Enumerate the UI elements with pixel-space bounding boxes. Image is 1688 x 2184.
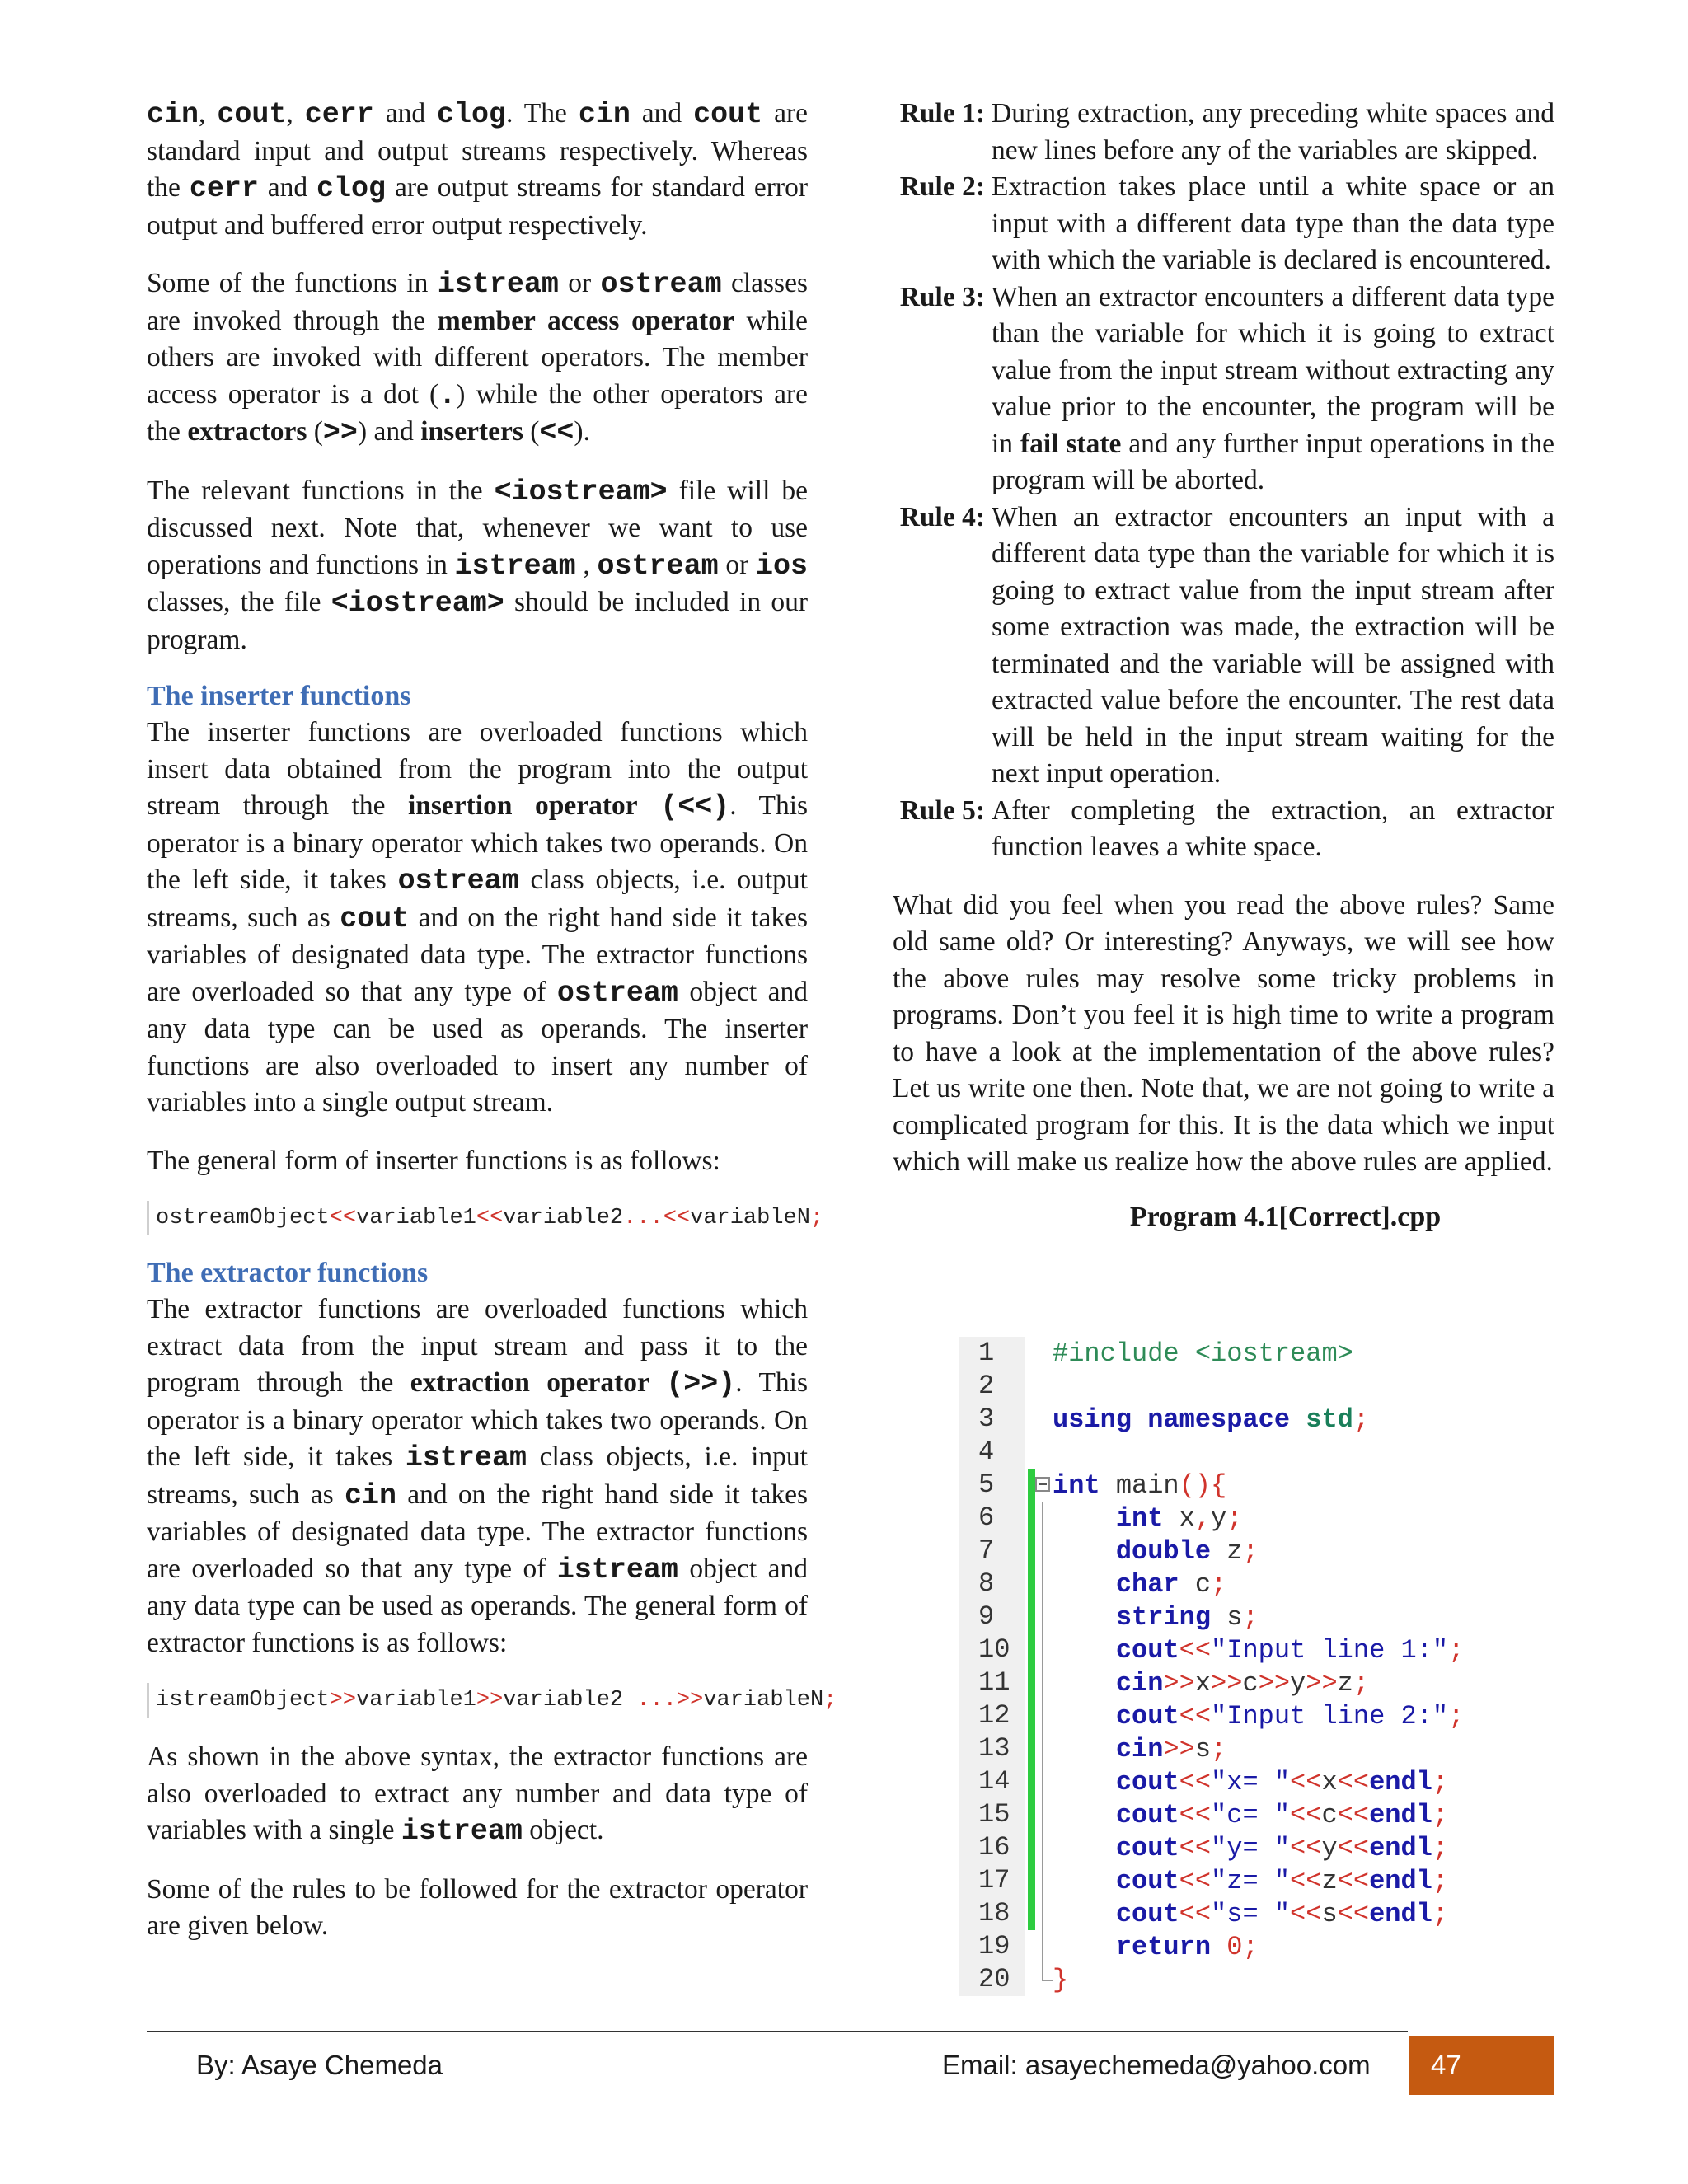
- line-number: 9: [959, 1601, 1025, 1633]
- code-line: [959, 1370, 1536, 1403]
- code-line: 12 cout<<"Input line 2:";: [959, 1699, 1536, 1732]
- left-column: [147, 96, 837, 1945]
- change-marker: [1025, 1897, 1046, 1930]
- code-line: [959, 1436, 1536, 1469]
- change-marker: [1025, 1831, 1046, 1864]
- code-line: 16 cout<<"y= "<<y<<endl;: [959, 1831, 1536, 1864]
- change-marker: [1025, 1732, 1046, 1765]
- code-line: 8 char c;: [959, 1568, 1536, 1601]
- extractor-heading: The extractor functions: [147, 1258, 429, 1288]
- paragraph-extractor-overload: As shown in the above syntax, the extractor functions are also overloaded to extract any number and data type of variables with a single istream object.: [147, 1741, 808, 1848]
- code-line: 19 return 0;: [959, 1930, 1536, 1963]
- line-number: 1: [959, 1337, 1025, 1370]
- fold-collapse-icon[interactable]: [1035, 1477, 1050, 1492]
- rule-label: Rule 5:: [899, 794, 985, 826]
- code-line: 13 cin>>s;: [959, 1732, 1536, 1765]
- change-marker: [1025, 1864, 1046, 1897]
- rule-3: [893, 279, 1554, 499]
- line-number: 3: [959, 1403, 1025, 1436]
- code-line: 15 cout<<"c= "<<c<<endl;: [959, 1798, 1536, 1831]
- rule-text: When an extractor encounters a different data type than the variable for which it is going to extract value from the input stream without extracting any value prior to the encounter, the program will be in fail state and any further input operations in the program will be aborted.: [992, 281, 1554, 495]
- right-column: [893, 96, 1554, 1235]
- paragraph-operators: Some of the functions in istream or ostream classes are invoked through the member access operator while others are invoked with different operators. The member access operator is a dot (.) while the other operators are the extractors (>>) and inserters (<<).: [147, 268, 808, 449]
- paragraph-extractor: The extractor functions are overloaded functions which extract data from the input stream and pass it to the program through the extraction operator (>>). This operator is a binary operator which takes two operands. On the left side, it takes istream class objects, i.e. input streams, such as cin and on the right hand side it takes variables of designated data type. The extractor functions are overloaded so that any type of istream object and any data type can be used as operands. The general form of extractor functions is as follows:: [147, 1294, 808, 1658]
- inserter-syntax: ostreamObject<<variable1<<variable2...<<variableN;: [147, 1201, 808, 1235]
- line-number: 6: [959, 1502, 1025, 1535]
- footer-email: Email: asayechemeda@yahoo.com: [942, 2050, 1371, 2080]
- line-number: 11: [959, 1666, 1025, 1699]
- code-line: 18 cout<<"s= "<<s<<endl;: [959, 1897, 1536, 1930]
- change-marker: [1025, 1699, 1046, 1732]
- change-marker: [1025, 1601, 1046, 1633]
- change-marker: [1025, 1666, 1046, 1699]
- line-number: 2: [959, 1370, 1025, 1403]
- rule-label: Rule 3:: [899, 281, 985, 312]
- paragraph-rules-intro: Some of the rules to be followed for the extractor operator are given below.: [147, 1873, 808, 1941]
- inserter-heading: The inserter functions: [147, 681, 411, 711]
- code-line: 20 }: [959, 1963, 1536, 1996]
- rule-text: After completing the extraction, an extractor function leaves a white space.: [992, 794, 1554, 862]
- line-number: 7: [959, 1535, 1025, 1568]
- change-marker: [1025, 1798, 1046, 1831]
- code-listing: [959, 1337, 1536, 1996]
- line-number: 18: [959, 1897, 1025, 1930]
- fold-end-marker: [1042, 1963, 1053, 1981]
- change-marker: [1025, 1633, 1046, 1666]
- line-number: 10: [959, 1633, 1025, 1666]
- line-number: 13: [959, 1732, 1025, 1765]
- rule-label: Rule 1:: [899, 98, 985, 129]
- code-line: 3 using namespace std;: [959, 1403, 1536, 1436]
- rule-5: [893, 793, 1554, 866]
- rule-1: [893, 96, 1554, 169]
- extractor-syntax: istreamObject>>variable1>>variable2 ...>>variableN;: [147, 1683, 808, 1718]
- line-number: 12: [959, 1699, 1025, 1732]
- code-line: 7 double z;: [959, 1535, 1536, 1568]
- line-number: 19: [959, 1930, 1025, 1963]
- paragraph-inserter-form: The general form of inserter functions is as follows:: [147, 1145, 720, 1176]
- line-number: 16: [959, 1831, 1025, 1864]
- line-number: 20: [959, 1963, 1025, 1996]
- line-number: 8: [959, 1568, 1025, 1601]
- line-number: 14: [959, 1765, 1025, 1798]
- rule-label: Rule 2:: [899, 171, 985, 202]
- code-line: 6 int x,y;: [959, 1502, 1536, 1535]
- line-number: 17: [959, 1864, 1025, 1897]
- change-marker: [1025, 1535, 1046, 1568]
- rule-text: When an extractor encounters an input with a different data type than the variable for which it is going to extract value from the input stream after some extraction was made, the extraction will be terminated and the variable will be assigned with extracted value before the encounter. The rest data will be held in the input stream waiting for the next input operation.: [992, 501, 1554, 789]
- change-marker: [1025, 1502, 1046, 1535]
- change-marker: [1025, 1765, 1046, 1798]
- paragraph-iostream: The relevant functions in the <iostream> file will be discussed next. Note that, whenever we want to use operations and functions in istream , ostream or ios classes, the file <iostream> should be included in our program.: [147, 475, 808, 655]
- footer-divider: [147, 2031, 1408, 2032]
- line-number: 4: [959, 1436, 1025, 1469]
- change-marker: [1025, 1568, 1046, 1601]
- paragraph-inserter: The inserter functions are overloaded functions which insert data obtained from the program into the output stream through the insertion operator (<<). This operator is a binary operator which takes two operands. On the left side, it takes ostream class objects, i.e. output streams, such as cout and on the right hand side it takes variables of designated data type. The extractor functions are overloaded so that any type of ostream object and any data type can be used as operands. The inserter functions are also overloaded to insert any number of variables into a single output stream.: [147, 717, 809, 1118]
- line-number: 15: [959, 1798, 1025, 1831]
- line-number: 5: [959, 1469, 1025, 1502]
- code-line: 9 string s;: [959, 1601, 1536, 1633]
- program-title: Program 4.1[Correct].cpp: [1129, 1201, 1442, 1232]
- code-line: 10 cout<<"Input line 1:";: [959, 1633, 1536, 1666]
- rule-4: [893, 499, 1554, 793]
- page-number: 47: [1409, 2036, 1554, 2095]
- code-line: 17 cout<<"z= "<<z<<endl;: [959, 1864, 1536, 1897]
- code-line: 5 int main(){: [959, 1469, 1536, 1502]
- footer-author: By: Asaye Chemeda: [196, 2050, 443, 2080]
- paragraph-rules-discussion: What did you feel when you read the above rules? Same old same old? Or interesting? Anyways, we will see how the above rules may resolve some tricky problems in programs. Don’t you feel it is high time to write a program to have a look at the implementation of the above rules? Let us write one then. Note that, we are not going to write a complicated program for this. It is the data which we input which will make us realize how the above rules are applied.: [893, 889, 1554, 1177]
- rule-2: [893, 169, 1554, 279]
- code-line: 1 #include <iostream>: [959, 1337, 1536, 1370]
- rule-text: During extraction, any preceding white spaces and new lines before any of the variables are skipped.: [992, 98, 1554, 166]
- code-line: 14 cout<<"x= "<<x<<endl;: [959, 1765, 1536, 1798]
- rule-text: Extraction takes place until a white space or an input with a different data type than the data type with which the variable is declared is encountered.: [992, 171, 1554, 275]
- code-line: 11 cin>>x>>c>>y>>z;: [959, 1666, 1536, 1699]
- change-marker: [1025, 1469, 1046, 1502]
- paragraph-streams: cin, cout, cerr and clog. The cin and cout are standard input and output streams respectively. Whereas the cerr and clog are output streams for standard error output and buffered error output respectively.: [147, 98, 809, 241]
- rule-label: Rule 4:: [899, 501, 985, 532]
